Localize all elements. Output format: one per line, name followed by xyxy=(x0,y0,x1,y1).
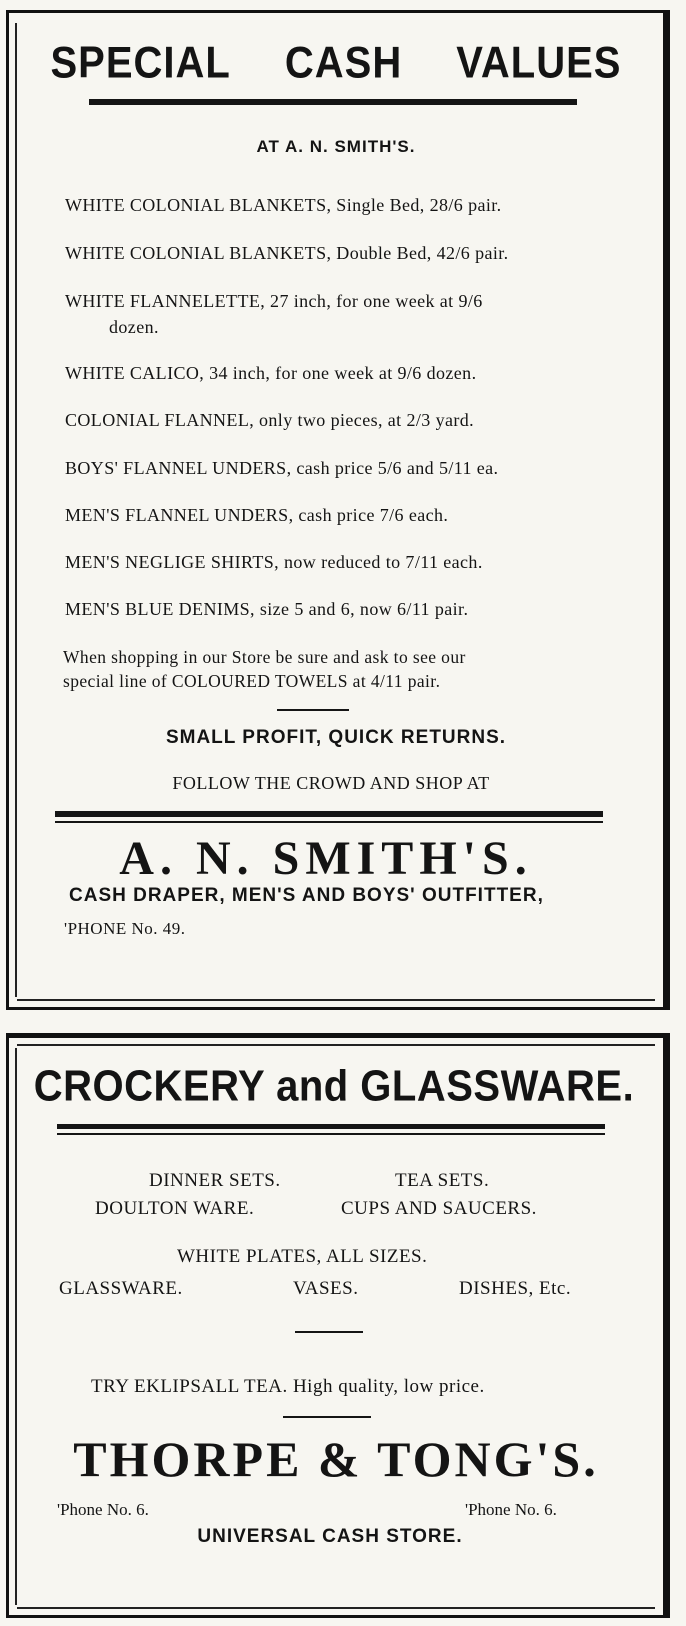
item-line: MEN'S BLUE DENIMS, size 5 and 6, now 6/11 pair. xyxy=(65,599,469,619)
item-line: WHITE FLANNELETTE, 27 inch, for one week at 9/6 xyxy=(65,291,483,311)
thorpe-phone-right: 'Phone No. 6. xyxy=(465,1500,557,1519)
ware-vases: VASES. xyxy=(293,1278,359,1299)
double-rule-thin xyxy=(55,821,603,823)
item-line-continuation: dozen. xyxy=(109,317,159,337)
follow-line: FOLLOW THE CROWD AND SHOP AT xyxy=(172,773,490,793)
smith-store-name: A. N. SMITH'S. xyxy=(119,832,533,885)
headline-word-values: VALUES xyxy=(456,38,622,88)
item-line: BOYS' FLANNEL UNDERS, cash price 5/6 and 5/11 ea. xyxy=(65,458,499,478)
item-line: WHITE CALICO, 34 inch, for one week at 9/6 dozen. xyxy=(65,363,477,383)
ware-dishes: DISHES, Etc. xyxy=(459,1278,572,1299)
item-line: WHITE COLONIAL BLANKETS, Double Bed, 42/6 pair. xyxy=(65,243,509,263)
ware-cups-saucers: CUPS AND SAUCERS. xyxy=(341,1198,537,1219)
inner-border-bottom xyxy=(17,999,655,1001)
inner-border-top xyxy=(17,1044,655,1046)
item-line: WHITE COLONIAL BLANKETS, Single Bed, 28/6 pair. xyxy=(65,195,502,215)
headline-rule-thin xyxy=(57,1133,605,1135)
thorpe-store-name: THORPE & TONG'S. xyxy=(73,1431,599,1487)
thorpe-advertisement xyxy=(6,1033,670,1618)
ware-glassware: GLASSWARE. xyxy=(59,1278,183,1299)
headline-rule-thick xyxy=(57,1124,605,1129)
thorpe-headline: CROCKERY and GLASSWARE. xyxy=(33,1061,635,1111)
item-line: MEN'S NEGLIGE SHIRTS, now reduced to 7/11 each. xyxy=(65,552,483,572)
headline-word-special: SPECIAL xyxy=(50,38,231,88)
ware-dinner-sets: DINNER SETS. xyxy=(149,1170,281,1191)
headline-rule xyxy=(89,99,577,105)
inner-border-bottom xyxy=(17,1607,655,1609)
inner-border-left xyxy=(15,1048,17,1605)
thorpe-tagline: UNIVERSAL CASH STORE. xyxy=(197,1526,463,1547)
shopping-note-line: When shopping in our Store be sure and ask to see our xyxy=(63,647,466,667)
thorpe-phone-left: 'Phone No. 6. xyxy=(57,1500,149,1519)
smith-subheading: AT A. N. SMITH'S. xyxy=(256,137,416,156)
short-rule xyxy=(277,709,349,711)
smith-description: CASH DRAPER, MEN'S AND BOYS' OUTFITTER, xyxy=(69,885,544,906)
item-line: COLONIAL FLANNEL, only two pieces, at 2/3 yard. xyxy=(65,410,475,430)
short-rule xyxy=(295,1331,363,1333)
ware-tea-sets: TEA SETS. xyxy=(395,1170,490,1191)
shopping-note-line: special line of COLOURED TOWELS at 4/11 pair. xyxy=(63,671,441,691)
smith-slogan: SMALL PROFIT, QUICK RETURNS. xyxy=(165,727,507,748)
smith-headline xyxy=(9,38,663,88)
item-line: MEN'S FLANNEL UNDERS, cash price 7/6 each. xyxy=(65,505,449,525)
ware-doulton: DOULTON WARE. xyxy=(95,1198,255,1219)
short-rule-2 xyxy=(283,1416,371,1418)
headline-word-cash: CASH xyxy=(284,38,403,88)
smith-phone: 'PHONE No. 49. xyxy=(64,919,186,938)
ware-white-plates: WHITE PLATES, ALL SIZES. xyxy=(177,1246,428,1267)
double-rule-thick xyxy=(55,811,603,817)
smith-advertisement xyxy=(6,10,670,1010)
tea-line: TRY EKLIPSALL TEA. High quality, low price. xyxy=(91,1376,485,1397)
